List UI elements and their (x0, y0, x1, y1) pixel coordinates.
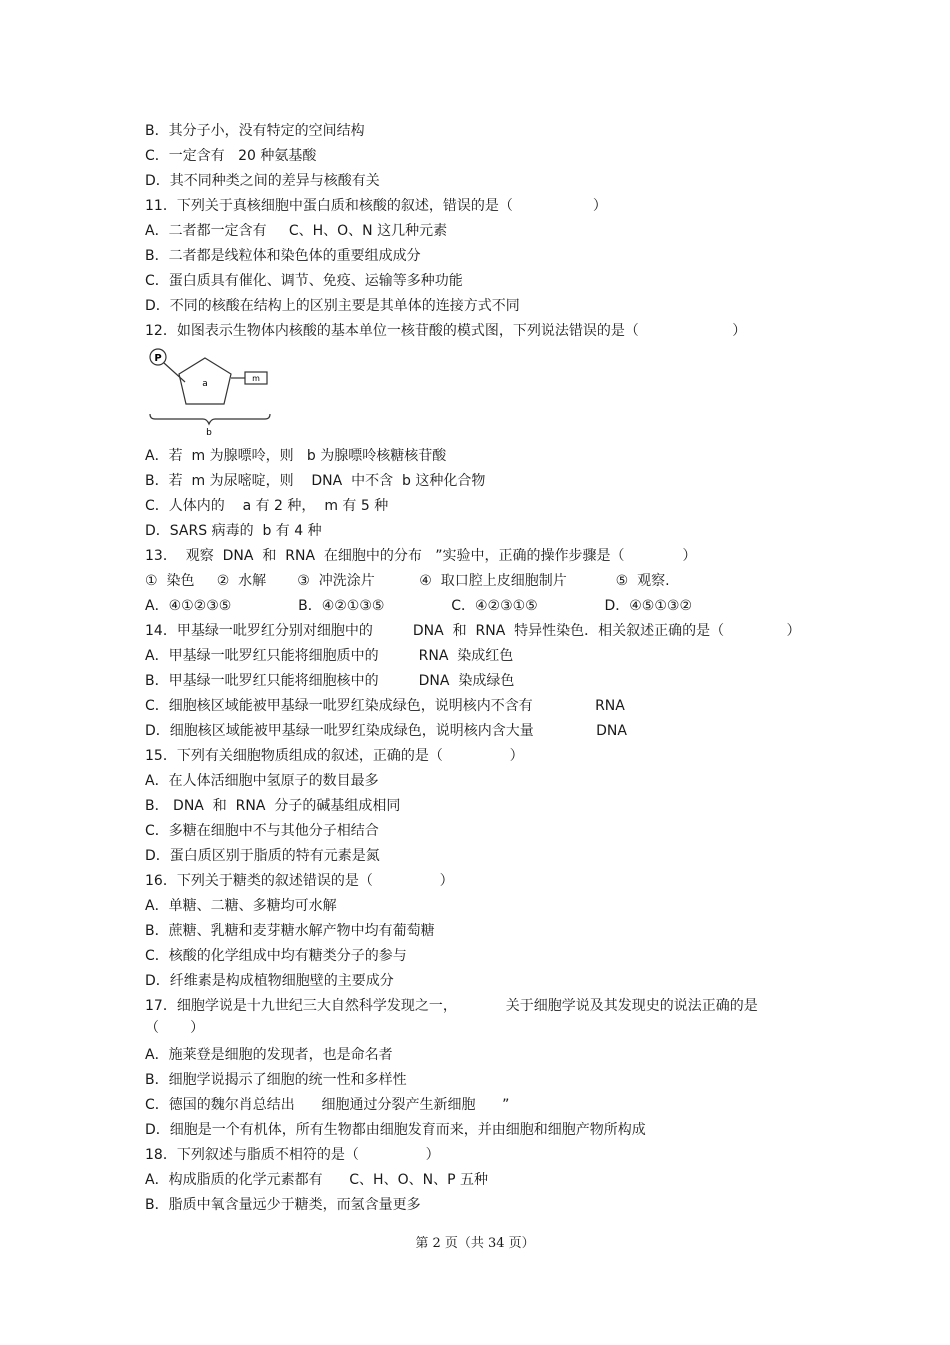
text-line: C．一定含有 20 种氨基酸 (145, 148, 317, 164)
text-line: D．其不同种类之间的差异与核酸有关 (145, 173, 380, 189)
text-line: A．构成脂质的化学元素都有 C、H、O、N、P 五种 (145, 1172, 488, 1188)
brace-label: b (206, 428, 212, 438)
nucleotide-brace (150, 414, 270, 424)
text-line: C．核酸的化学组成中均有糖类分子的参与 (145, 948, 407, 964)
text-line: A．④①②③⑤ B．④②①③⑤ C．④②③①⑤ D．④⑤①③② (145, 598, 693, 614)
page-footer: 第 2 页（共 34 页） (415, 1236, 535, 1251)
text-line: A．若 m 为腺嘌呤，则 b 为腺嘌呤核糖核苷酸 (145, 448, 447, 464)
text-line: C．德国的魏尔肖总结出 细胞通过分裂产生新细胞 ” (145, 1097, 510, 1113)
text-line: 11．下列关于真核细胞中蛋白质和核酸的叙述，错误的是（ ） (145, 198, 607, 214)
text-line: B．脂质中氧含量远少于糖类，而氢含量更多 (145, 1197, 421, 1213)
text-line: 17．细胞学说是十九世纪三大自然科学发现之一， 关于细胞学说及其发现史的说法正确的是 (145, 998, 758, 1014)
text-line: C．人体内的 a 有 2 种， m 有 5 种 (145, 498, 389, 514)
text-line: 12．如图表示生物体内核酸的基本单位一核苷酸的模式图，下列说法错误的是（ ） (145, 323, 747, 339)
text-line: ① 染色 ② 水解 ③ 冲洗涂片 ④ 取口腔上皮细胞制片 ⑤ 观察. (145, 573, 670, 589)
text-line: D．不同的核酸在结构上的区别主要是其单体的连接方式不同 (145, 298, 520, 314)
text-line: B．细胞学说揭示了细胞的统一性和多样性 (145, 1072, 407, 1088)
text-line: D．SARS 病毒的 b 有 4 种 (145, 523, 322, 539)
text-line: 15．下列有关细胞物质组成的叙述，正确的是（ ） (145, 748, 524, 764)
text-line: D．蛋白质区别于脂质的特有元素是氮 (145, 848, 380, 864)
text-line: D．细胞核区域能被甲基绿一吡罗红染成绿色，说明核内含大量 DNA (145, 723, 627, 739)
text-line: 18．下列叙述与脂质不相符的是（ ） (145, 1147, 440, 1163)
text-line: B．二者都是线粒体和染色体的重要组成成分 (145, 248, 421, 264)
text-line: A．单糖、二糖、多糖均可水解 (145, 898, 337, 914)
text-line: D．纤维素是构成植物细胞壁的主要成分 (145, 973, 394, 989)
text-line: 16．下列关于糖类的叙述错误的是（ ） (145, 873, 454, 889)
text-line: （ ） (145, 1020, 205, 1036)
text-line: A．施莱登是细胞的发现者，也是命名者 (145, 1047, 393, 1063)
text-line: B．蔗糖、乳糖和麦芽糖水解产物中均有葡萄糖 (145, 923, 435, 939)
text-line: B．若 m 为尿嘧啶，则 DNA 中不含 b 这种化合物 (145, 473, 486, 489)
text-line: B． DNA 和 RNA 分子的碱基组成相同 (145, 798, 401, 814)
text-line: B．甲基绿一吡罗红只能将细胞核中的 DNA 染成绿色 (145, 673, 515, 689)
text-line: B．其分子小，没有特定的空间结构 (145, 123, 365, 139)
phosphate-label: P (154, 353, 162, 364)
text-line: 13． 观察 DNA 和 RNA 在细胞中的分布 ”实验中，正确的操作步骤是（ ） (145, 548, 697, 564)
base-label: m (252, 374, 260, 383)
text-line: C．多糖在细胞中不与其他分子相结合 (145, 823, 379, 839)
text-line: A．在人体活细胞中氢原子的数目最多 (145, 773, 379, 789)
text-line: D．细胞是一个有机体，所有生物都由细胞发育而来，并由细胞和细胞产物所构成 (145, 1122, 646, 1138)
text-line: A．甲基绿一吡罗红只能将细胞质中的 RNA 染成红色 (145, 648, 514, 664)
text-line: C．蛋白质具有催化、调节、免疫、运输等多种功能 (145, 273, 463, 289)
nucleotide-diagram (145, 344, 275, 439)
sugar-label: a (202, 379, 208, 389)
text-line: C．细胞核区域能被甲基绿一吡罗红染成绿色，说明核内不含有 RNA (145, 698, 625, 714)
text-line: 14．甲基绿一吡罗红分别对细胞中的 DNA 和 RNA 特异性染色．相关叙述正确的是（ ） (145, 623, 801, 639)
text-line: A．二者都一定含有 C、H、O、N 这几种元素 (145, 223, 448, 239)
